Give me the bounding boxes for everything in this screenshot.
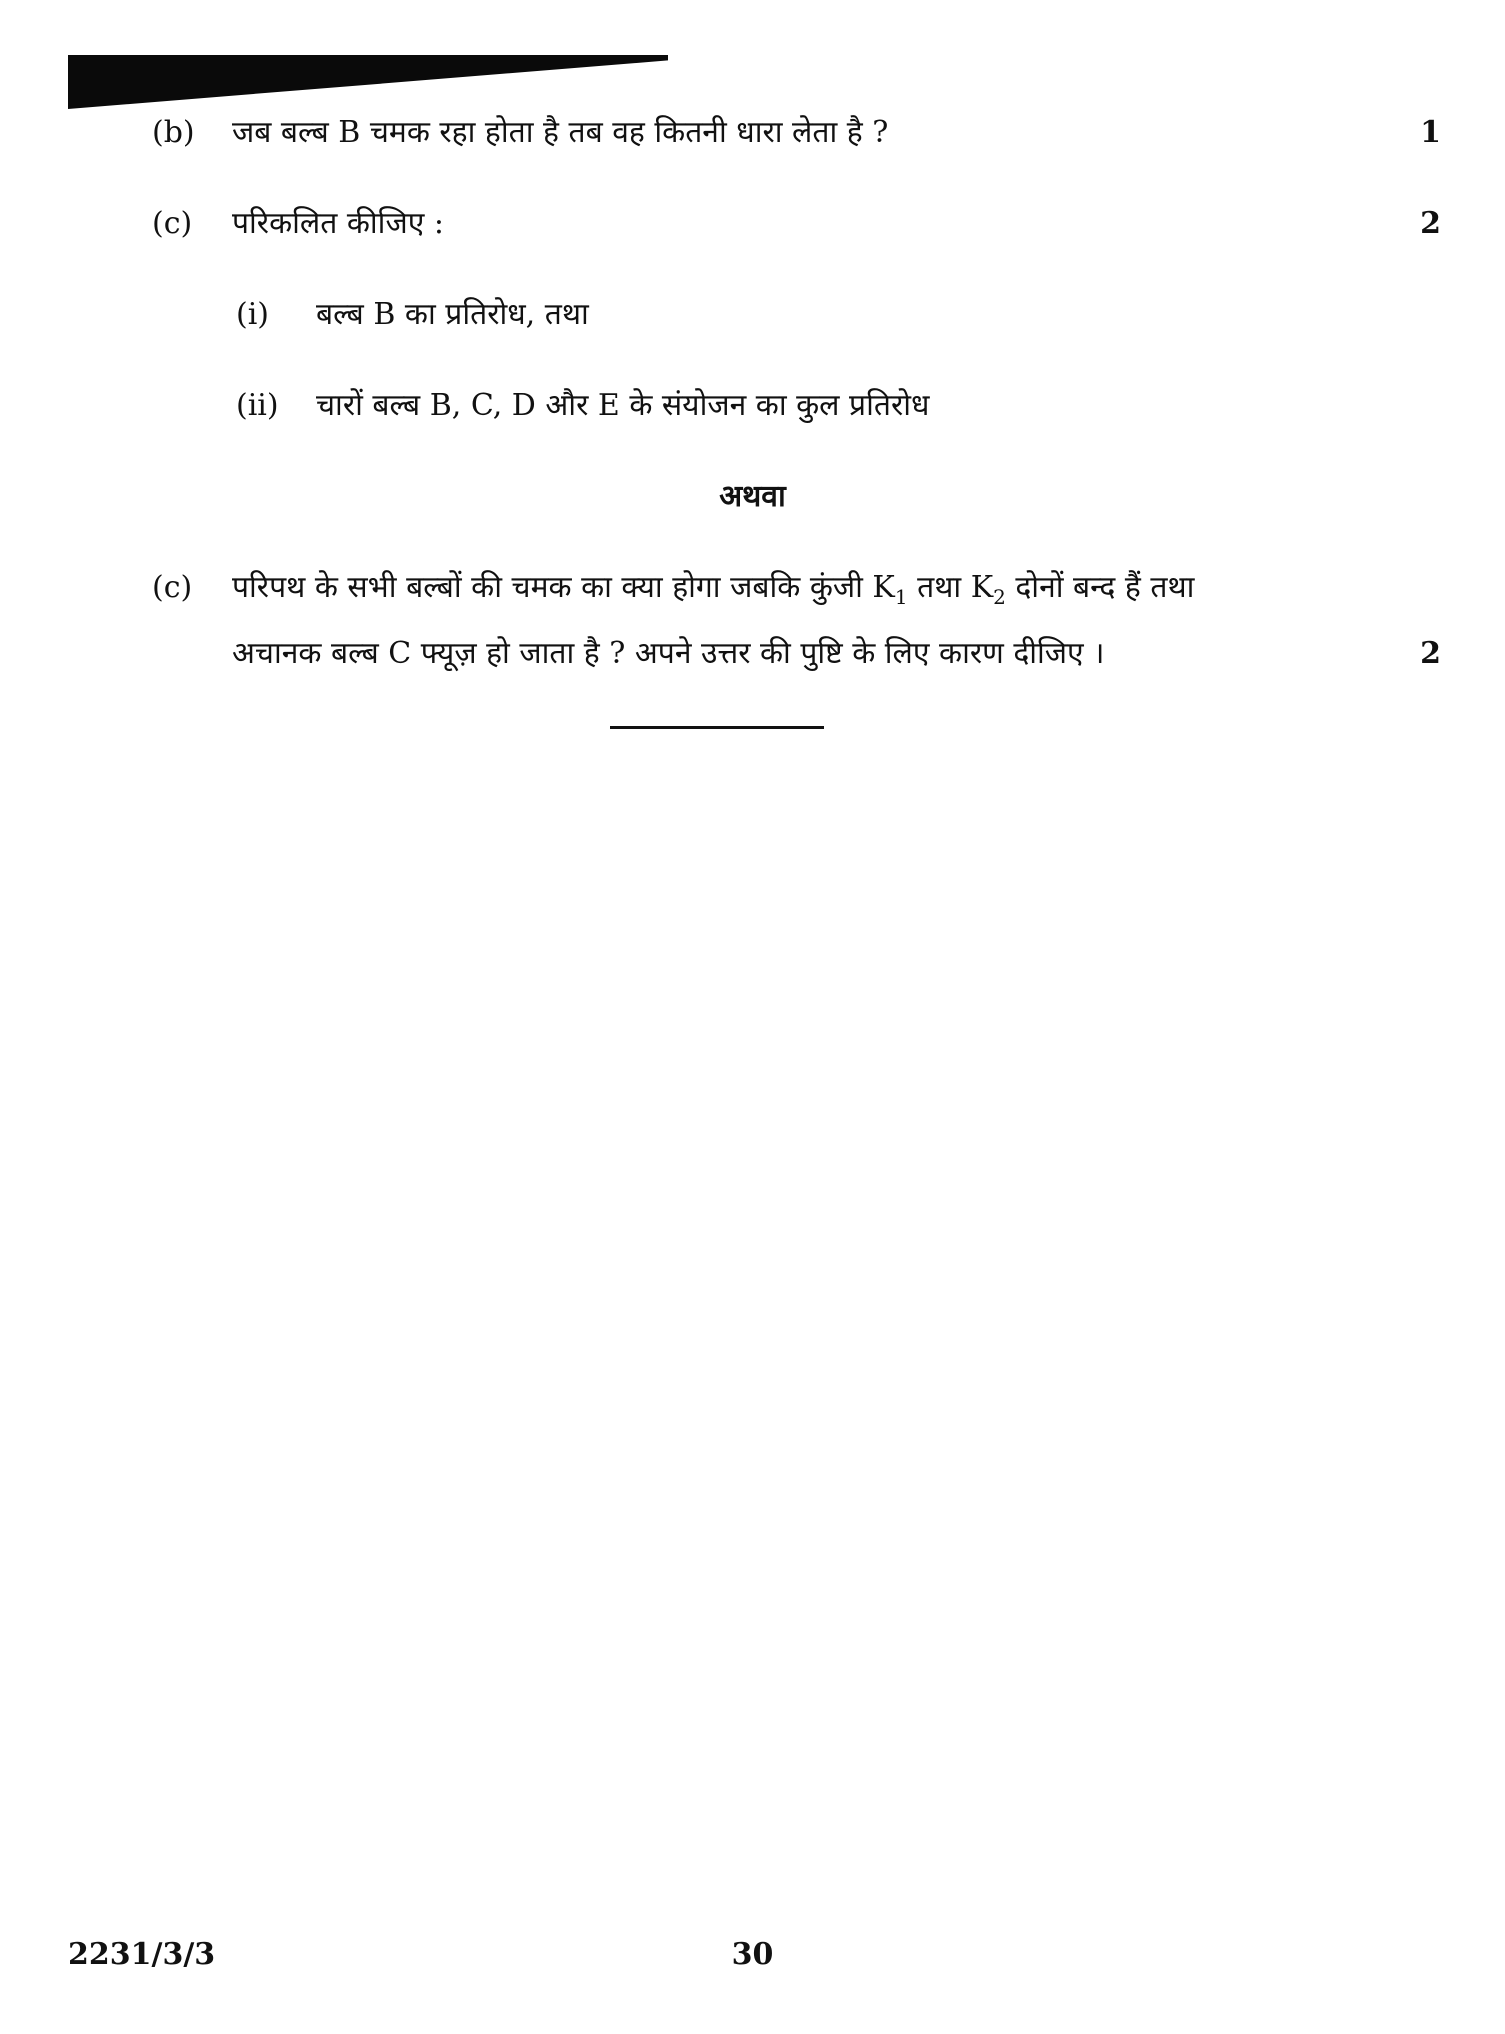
- question-c-alt-line2: अचानक बल्ब C फ्यूज़ हो जाता है ? अपने उत्तर की पुष्टि के लिए कारण दीजिए ।: [232, 636, 1105, 671]
- question-b-text: जब बल्ब B चमक रहा होता है तब वह कितनी धारा लेता है ?: [232, 115, 889, 150]
- question-c-alt-label: (c): [152, 570, 193, 605]
- question-b-marks: 1: [1420, 115, 1441, 150]
- question-c-alt-line1-part1: परिपथ के सभी बल्बों की चमक का क्या होगा जबकि कुंजी K: [232, 570, 895, 605]
- k2-subscript: 2: [993, 585, 1006, 609]
- question-c-alt-line1: [232, 568, 1194, 617]
- k1-subscript: 1: [894, 585, 908, 609]
- subquestion-i-label: (i): [236, 297, 270, 332]
- question-c-alt-line1-part2: तथा K: [907, 570, 994, 605]
- question-c-marks: 2: [1420, 206, 1441, 241]
- section-end-rule: [610, 726, 824, 729]
- or-heading: अथवा: [719, 479, 786, 514]
- subquestion-ii-text: चारों बल्ब B, C, D और E के संयोजन का कुल प्रतिरोध: [316, 388, 930, 423]
- question-b-label: (b): [152, 115, 195, 150]
- header-black-bar: [68, 55, 668, 109]
- question-c-alt-line1-part3: दोनों बन्द हैं तथा: [1005, 570, 1195, 605]
- subquestion-i-text: बल्ब B का प्रतिरोध, तथा: [316, 297, 589, 332]
- subquestion-ii-label: (ii): [236, 388, 279, 423]
- question-c-text: परिकलित कीजिए :: [232, 206, 444, 241]
- paper-code: 2231/3/3: [68, 1937, 216, 1972]
- question-c-label: (c): [152, 206, 193, 241]
- page-number: 30: [731, 1937, 774, 1972]
- question-c-alt-marks: 2: [1420, 636, 1441, 671]
